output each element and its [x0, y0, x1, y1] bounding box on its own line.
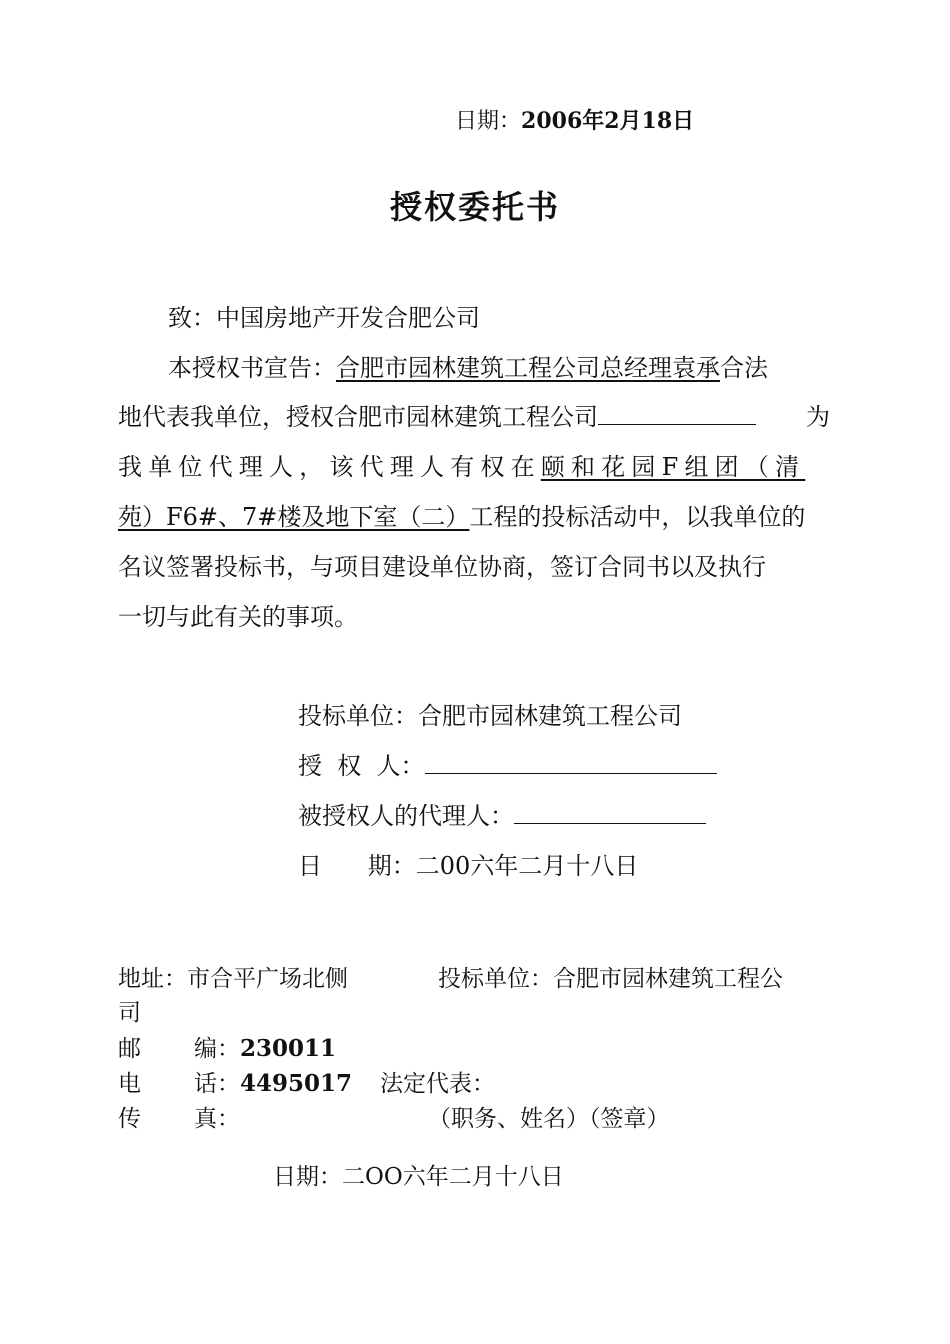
authorizer-blank: [425, 751, 717, 774]
footer-fax-label-1: 传: [118, 1106, 141, 1132]
body-line2-head: 地代表我单位，授权合肥市园林建筑工程公司: [118, 403, 598, 431]
footer-date: [273, 1158, 564, 1191]
body-line-5: 名议签署投标书，与项目建设单位协商，签订合同书以及执行: [118, 553, 766, 581]
body-intro: 本授权书宣告：: [168, 354, 336, 382]
sign-agent-label: 被授权人的代理人：: [298, 802, 514, 830]
footer-postcode-value: 230011: [240, 1035, 337, 1062]
grantor-name: 合肥市园林建筑工程公司总经理袁承: [336, 354, 720, 382]
body-line2-tail: 为: [806, 403, 830, 431]
footer-address: [118, 960, 348, 993]
header-date-label: 日期：: [455, 109, 522, 134]
footer-postcode: [194, 1030, 336, 1063]
footer-bidder-wrap: 司: [118, 1000, 141, 1026]
footer-address-label: 地址：: [118, 966, 187, 992]
sign-agent: [298, 796, 706, 831]
footer-bidder: [438, 960, 783, 993]
footer-phone-value: 4495017: [240, 1070, 353, 1097]
page-title: 授权委托书: [389, 188, 560, 226]
footer-date-value: 二OO六年二月十八日: [342, 1164, 564, 1190]
sign-date-value: 二00六年二月十八日: [415, 852, 639, 880]
body-line4-tail: 工程的投标活动中，以我单位的: [469, 503, 806, 531]
project-name-part2: 苑）F6#、7#楼及地下室（二）: [118, 503, 470, 531]
header-date-value: 2006年2月18日: [521, 108, 695, 134]
body-line-6: 一切与此有关的事项。: [118, 603, 358, 631]
footer-phone-label-2: 话：: [194, 1071, 240, 1097]
addressee: [168, 298, 480, 333]
footer-postcode-label-1: 邮: [118, 1036, 141, 1062]
agent-name-blank: [598, 402, 756, 425]
body-line-2: [118, 397, 830, 432]
footer-bidder-label: 投标单位：: [438, 966, 553, 992]
body-line1-tail: 合法: [720, 354, 768, 382]
addressee-label: 致：: [168, 304, 216, 332]
sign-bidder-label: 投标单位：: [298, 702, 418, 730]
sign-date-label: 日 期：: [298, 852, 416, 880]
sign-authorizer: [298, 746, 717, 781]
footer-phone-label-1: 电: [118, 1071, 141, 1097]
agent-blank: [514, 801, 706, 824]
body-line-1: [168, 348, 768, 383]
body-line-3: [118, 447, 830, 482]
footer-date-label: 日期：: [273, 1164, 342, 1190]
footer-legal-rep: 法定代表：: [380, 1071, 495, 1097]
footer-phone: [194, 1065, 352, 1098]
addressee-company: 中国房地产开发合肥公司: [216, 304, 480, 332]
sign-bidder: [298, 696, 682, 731]
sign-authorizer-label: 授 权 人：: [298, 752, 425, 780]
project-name-part1: 颐和花园F组团（清: [540, 453, 806, 481]
footer-title-sign: （职务、姓名）（签章）: [428, 1106, 670, 1132]
footer-fax-label-2: 真：: [194, 1106, 240, 1132]
sign-bidder-value: 合肥市园林建筑工程公司: [418, 702, 682, 730]
footer-address-value: 市合平广场北侧: [187, 966, 348, 992]
body-line-4: [118, 497, 805, 532]
sign-date: [298, 846, 638, 881]
footer-bidder-value: 合肥市园林建筑工程公: [553, 966, 783, 992]
header-date: [455, 104, 694, 135]
footer-postcode-label-2: 编：: [194, 1036, 240, 1062]
body-line3-head: 我单位代理人，该代理人有权在: [118, 453, 541, 481]
